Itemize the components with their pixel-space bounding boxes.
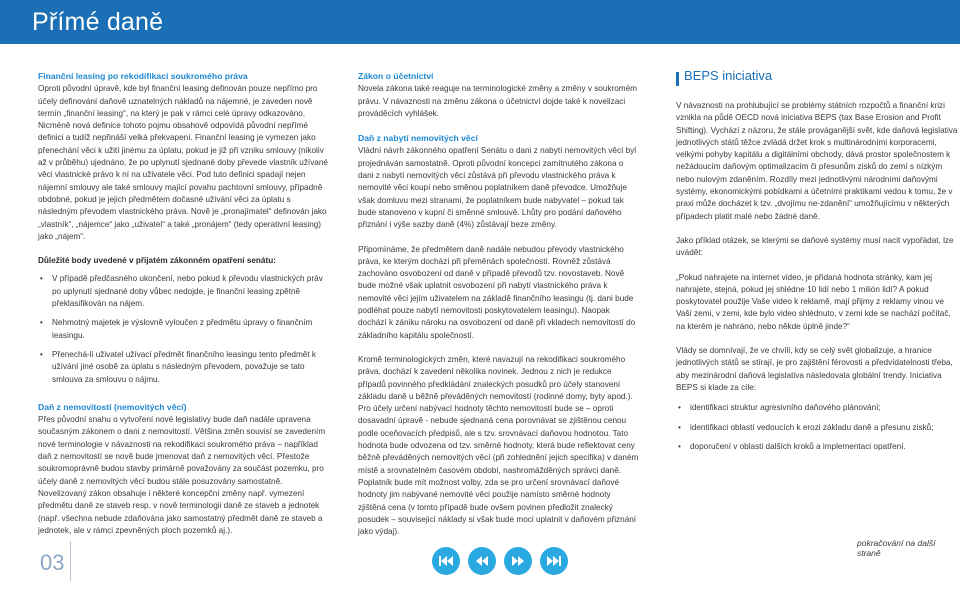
next-page-button[interactable] [504,547,532,575]
heading-accent-bar [676,72,679,86]
page-title: Přímé daně [32,8,164,36]
section-title-acquisition-tax: Daň z nabytí nemovitých věcí [358,133,478,144]
next-page-icon [510,555,526,567]
list-item: • Nehmotný majetek je výslovně vyloučen z předmětu úpravy o finančním leasingu. [38,317,328,342]
first-page-icon [438,555,454,567]
points-heading: Důležité body uvedené v přijatém zákonném opatření senátu: [38,256,276,266]
beps-paragraph-2: Jako příklad otázek, se kterými se daňové systémy musí nacit vypořádat, lze uvádět: [676,235,954,258]
last-page-button[interactable] [540,547,568,575]
last-page-icon [546,555,562,567]
beps-paragraph-4: Vlády se domnívají, že ve chvíli, kdy se celý svět globalizuje, a hranice jednotlivých států se stírají, je pro zajištění férovosti a předvídatelnosti třeba, aby mezinárodní daňová legislativa následovala globální trendy. Iniciativa BEPS si klade za cíle: [676,346,953,392]
beps-goals-list [676,402,959,453]
acquisition-tax-paragraph-3: Kromě terminologických změn, které navazují na rekodifikaci soukromého práva, dochází k zavedení několika novinek. Jednou z nich je redukce případů povinného předkládání znaleckých posudků pro účely stanovení základu daně u běžně převáděných nemovitostí (rodinné domy, byty apod.). Pro účely určení nabývací hodnoty těchto nemovitostí bude se – oproti dosavadní úpravě - nebude sjednaná cena porovnávat se zjištěnou cenou podle oceňovacích předpisů, ale s tzv. srovnávací daňovou hodnotou. Tato hodnota bude odvozena od tzv. směrné hodnoty, která bude reflektovat ceny běžně převáděných nemovitých věcí (při zohlednění jejich specifika) v daném místě a srovnatelném časovém období, nashromážděných správci daně. Poplatník bude mít možnost volby, zda se pro určení srovnávací daňové hodnoty jim nabývané nemovité věci použije namísto směrné hodnoty zjištěná cena (v tomto případě bude ovšem povinen předložit znalecký posudek – souvisejicí náklady si však bude moci uplatnit v daňovém přiznání jako výdaj). [358,354,639,537]
section-title-accounting: Zákon o účetnictví [358,71,434,81]
page-number: 03 [40,550,65,575]
section-title-leasing: Finanční leasing po rekodifikaci soukromého práva [38,71,248,81]
leasing-paragraph: Oproti původní úpravě, kde byl finanční leasing definován pouze nepřímo pro účely definování daňově uznatelných nákladů na nájemné, je zaveden nově termín „finanční leasing“, na který je pak v rámci celé úpravy odkazováno. Nicméně nová definice tohoto pojmu obsahově odpovídá původní nepřímé definici a tudíž nepřináší velká překvapení. Finanční leasing je vymezen jako přenechání věci k užití jinému za úplatu, pokud je již při vzniku smlouvy (nikoliv až v průběhu) ujednáno, že po uplynutí sjednané doby převede vlastník užívané věci vlastnické právo k ní na uživatele věci. Pod tuto definici spadají nejen nájemní smlouvy ale také smlouvy mající povahu pachtovní smlouvy, případně obdobné, pokud je jejich předmětem dočasné užívání věci za úplatu s následným převodem vlastnického práva. Nově je „pronajímatel“ definován jako „vlastník“, „nájemce“ jako „uživatel“ a také „pronájem“ (tedy operativní leasing) jako „nájem“. [38,84,328,241]
list-item: • Přenechá-li uživatel užívací předmět finančního leasingu tento předmět k užívání jiné osobě za úplatu s následným převodem, považuje se tato smlouva za smlouvu o nájmu. [38,349,328,386]
column-middle [358,70,640,538]
column-right [676,70,959,460]
column-left [38,70,328,537]
continue-note: pokračování na další straně [857,538,936,558]
accounting-paragraph: Novela zákona také reaguje na terminologické změny a změny v soukromém právu. V návaznosti na změnu zákona o účetnictví dojde také k novelizaci prováděcích vyhlášek. [358,84,637,118]
points-list [38,273,328,385]
page-header [0,0,960,44]
previous-page-button[interactable] [468,547,496,575]
first-page-button[interactable] [432,547,460,575]
list-item: • identifikaci struktur agresivního daňového plánování; [676,402,959,414]
beps-paragraph-1: V návaznosti na prohlubující se problémy státních rozpočtů a finanční krizi vznikla na půdě OECD nová iniciativa BEPS (tax Base Erosion and Profit Shifting). Vychází z názoru, že stále prováganější svět, kde daňová legislativa jednotlivých států těžce zvládá držet krok s multinárodními korporacemi, velkými pohyby kapitálu a digitálními obchody, dává prostor společnostem k nežádoucím daňovým optimalizacím či přesunům zisků do zemí s nízkým nebo nulovým zdaněním. Rozdíly mezi jednotlivými národními daňovými systémy, ekonomickými pobídkami a účetními praktikami vedou k tomu, že v praxi může docházet k tzv. „dvojímu ne-zdanění“ umožňujícímu v některých případech platit malé nebo žádné daně. [676,101,958,221]
list-item: • doporučení v oblasti dalších kroků a implementaci opatření. [676,441,959,453]
beps-title: BEPS iniciativa [684,68,773,83]
acquisition-tax-paragraph-1: Vládní návrh zákonného opatření Senátu o dani z nabytí nemovitých věcí byl projednáván samostatně. Oproti původní koncepci zamítnutého zákona o dani z nabytí nemovitých věcí zůstává při převodu vlastnického práva k nemovité věci koupí nebo směnou poplatníkem daně převodce. Umožňuje však domluvu mezi stranami, že poplatníkem bude nabyvatel – pokud tak bude stanoveno v kupní či směnné smlouvě. Lhůty pro podání daňového přiznání i výše sazby daně (4%) zůstávají beze změny. [358,146,637,230]
beps-quote: „Pokud nahrajete na internet video, je přidaná hodnota stránky, kam jej nahrajete, stejná, pokud jej shlédne 10 lidí nebo 1 milión lidí? A pokud poskytovatel použije Vaše video k reklamě, mají přijmy z reklamy vinou ve Vaší zemi, v zemi, kde bylo video shlédnuto, v zemi kde se nachází počítač, na kterém je nahráno, nebo někde úplně jinde?“ [676,272,951,331]
list-item: • identifikaci oblastí vedoucích k erozi základu daně a přesunu zisků; [676,422,959,434]
list-item: • V případě předčasného ukončení, nebo pokud k převodu vlastnických práv po uplynutí sjednané doby vůbec nedojde, je finanční leasing zpětně překlasifikován na nájem. [38,273,328,310]
previous-page-icon [474,555,490,567]
acquisition-tax-paragraph-2: Připomínáme, že předmětem daně nadále nebudou převody vlastnického práva, ke kterým dochází při přeměnách společností. Rovněž zůstává zachováno osvobození od daně v případě převodů tzv. novostaveb. Nově bude možné však uplatnit osvobození při nabytí vlastnického práva k nemovité věci jejím uživatelem na základě finančního leasingu (tj. dani bude podléhat pouze nabytí nemovitosti poskytovatelem leasingu). Naopak dochází k zániku nároku na osvobození od daně při vkladech nemovitostí do základního kapitálu společností. [358,244,636,340]
beps-heading [676,70,959,90]
section-title-property-tax: Daň z nemovitostí (nemovitých věcí) [38,401,187,412]
property-tax-paragraph: Přes původní snahu o vytvoření nové legislativy bude daň nadále upravena současným zákonem o dani z nemovitostí. Většina změn souvisí se zavedením nové terminologie v návaznosti na rekodifikaci soukromého práva – například daň z nemovitostí se nově bude jmenovat daň z nemovitých věcí. Přestože soukromoprávně budou stavby primárně považovány za součást pozemku, pro účely daně z nemovitých věcí budou stále posuzovány samostatně. Novelizovaný zákon obsahuje i některé koncepční změny např. vymezení předmětu daně ze staveb resp. v nově terminologii daně ze staveb a jednotek (např. všechna nebude zdaňována jako samostatný předmět daně ze staveb a jednotek, ale v rámci zpevněných ploch pozemků aj.). [38,415,326,535]
page-number-divider [70,541,71,581]
